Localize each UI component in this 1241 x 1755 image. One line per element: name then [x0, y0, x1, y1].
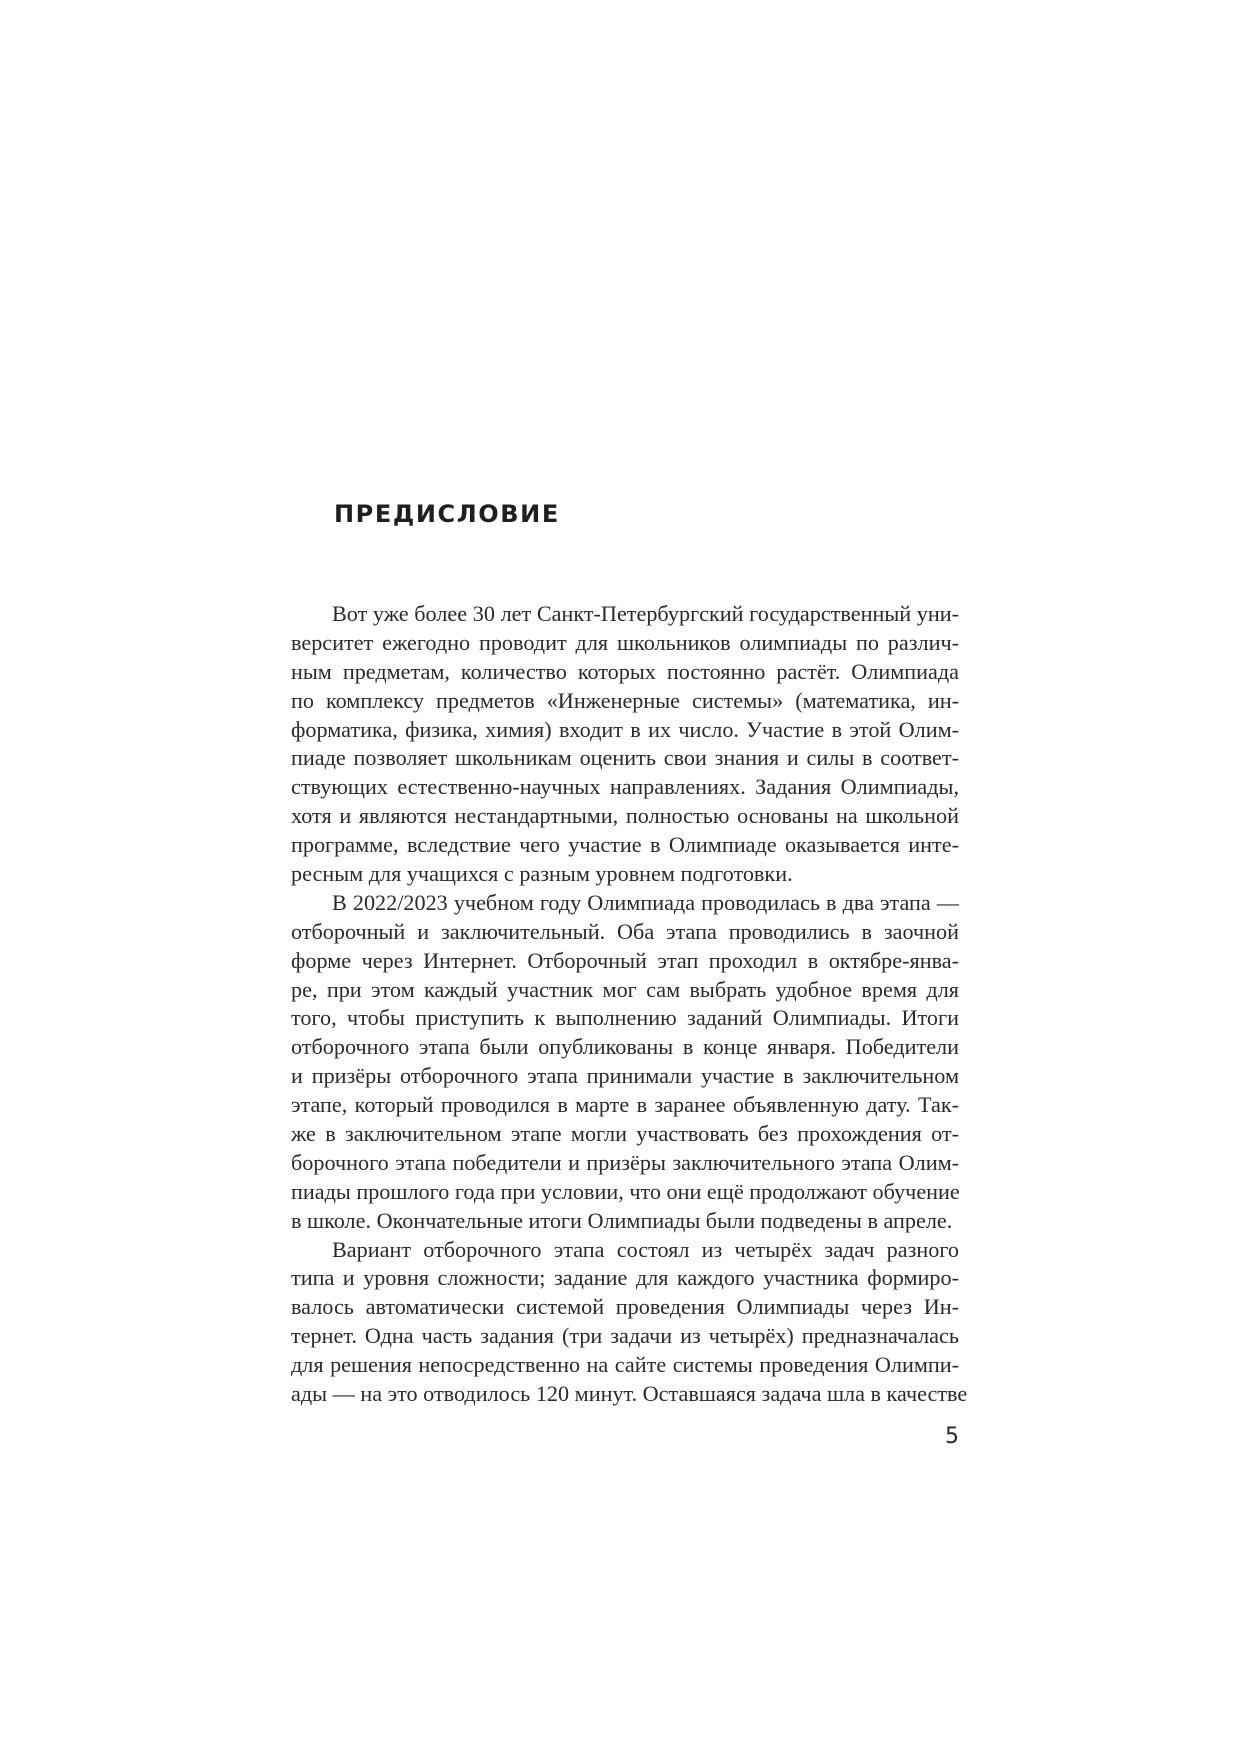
text-line: ресным для учащихся с разным уровнем подготовки. — [291, 861, 793, 887]
text-line: отборочного этапа были опубликованы в конце января. Победители — [291, 1034, 959, 1060]
paragraph-2 — [291, 889, 959, 1236]
text-line: для решения непосредственно на сайте системы проведения Олимпи- — [291, 1352, 959, 1378]
paragraph-3 — [291, 1236, 968, 1409]
text-line: отборочный и заключительный. Оба этапа проводились в заочной — [291, 918, 959, 944]
text-line: форме через Интернет. Отборочный этап проходил в октябре-янва- — [291, 947, 959, 973]
text-line: форматика, физика, химия) входит в их число. Участие в этой Олим- — [291, 716, 959, 742]
text-line: этапе, который проводился в марте в заранее объявленную дату. Так- — [291, 1092, 959, 1118]
body-text — [291, 600, 968, 1409]
text-line: В 2022/2023 учебном году Олимпиада проводилась в два этапа — — [332, 889, 959, 915]
text-line: тернет. Одна часть задания (три задачи из четырёх) предназначалась — [291, 1323, 959, 1349]
text-line: пиады прошлого года при условии, что они ещё продолжают обучение — [291, 1178, 960, 1204]
text-line: же в заключительном этапе могли участвовать без прохождения от- — [291, 1121, 959, 1147]
text-line: ным предметам, количество которых постоянно растёт. Олимпиада — [291, 658, 959, 684]
text-line: борочного этапа победители и призёры заключительного этапа Олим- — [291, 1149, 959, 1175]
text-line: пиаде позволяет школьникам оценить свои знания и силы в соответ- — [291, 745, 959, 771]
text-line: Вот уже более 30 лет Санкт-Петербургский государственный уни- — [332, 601, 959, 626]
text-line: валось автоматически системой проведения Олимпиады через Ин- — [291, 1294, 959, 1320]
text-line: верситет ежегодно проводит для школьников олимпиады по различ- — [291, 629, 959, 655]
text-line: и призёры отборочного этапа принимали участие в заключительном — [291, 1063, 959, 1089]
text-line: типа и уровня сложности; задание для каждого участника формиро- — [291, 1265, 959, 1291]
page-heading: ПРЕДИСЛОВИЕ — [334, 500, 560, 528]
text-line: Вариант отборочного этапа состоял из четырёх задач разного — [332, 1236, 959, 1262]
text-line: по комплексу предметов «Инженерные системы» (математика, ин- — [291, 687, 959, 713]
text-line: того, чтобы приступить к выполнению заданий Олимпиады. Итоги — [291, 1005, 959, 1031]
text-line: ады — на это отводилось 120 минут. Оставшаяся задача шла в качестве — [291, 1381, 968, 1407]
text-line: в школе. Окончательные итоги Олимпиады были подведены в апреле. — [291, 1207, 953, 1233]
text-line: ствующих естественно-научных направлениях. Задания Олимпиады, — [291, 774, 959, 800]
paragraph-1 — [291, 600, 959, 889]
page-number: 5 — [945, 1424, 959, 1449]
text-line: программе, вследствие чего участие в Олимпиаде оказывается инте- — [291, 832, 959, 858]
text-line: хотя и являются нестандартными, полностью основаны на школьной — [291, 803, 959, 829]
text-line: ре, при этом каждый участник мог сам выбрать удобное время для — [291, 976, 959, 1002]
